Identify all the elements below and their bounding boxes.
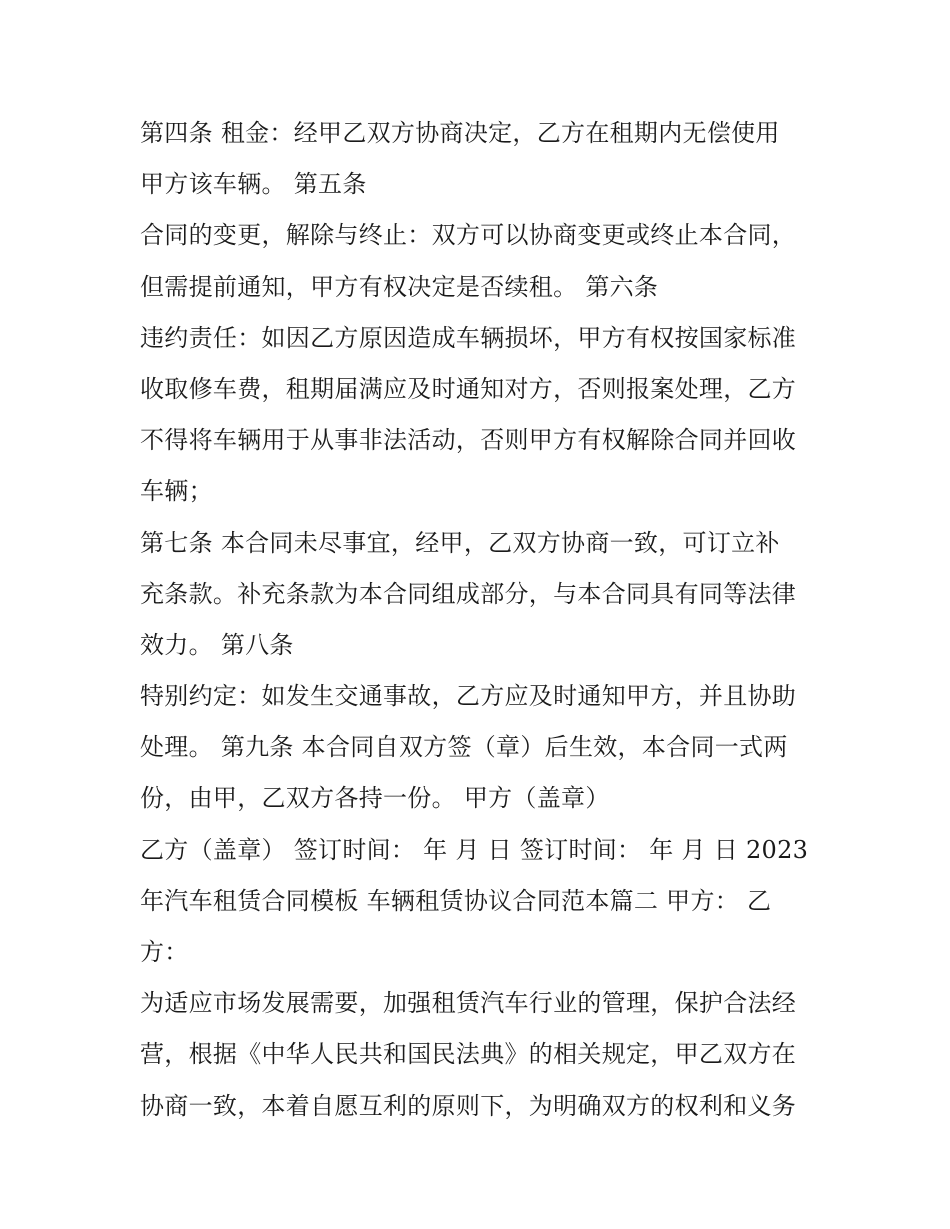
- text-line: 年汽车租赁合同模板 车辆租赁协议合同范本篇二 甲方： 乙: [140, 886, 772, 915]
- text-line: 合同的变更，解除与终止：双方可以协商变更或终止本合同，: [140, 221, 797, 250]
- text-line: 但需提前通知，甲方有权决定是否续租。 第六条: [140, 272, 659, 301]
- text-line: 特别约定：如发生交通事故，乙方应及时通知甲方，并且协助: [140, 682, 797, 711]
- text-line: 违约责任：如因乙方原因造成车辆损坏，甲方有权按国家标准: [140, 323, 797, 352]
- text-line: 不得将车辆用于从事非法活动，否则甲方有权解除合同并回收: [140, 426, 797, 455]
- document-body: [140, 108, 820, 1132]
- text-line: 处理。 第九条 本合同自双方签（章）后生效，本合同一式两: [140, 733, 788, 762]
- text-line: 效力。 第八条: [140, 630, 294, 659]
- text-line: 乙方（盖章） 签订时间： 年 月 日 签订时间： 年 月 日 2023: [140, 835, 809, 864]
- text-line: 协商一致，本着自愿互利的原则下，为明确双方的权利和义务: [140, 1091, 797, 1120]
- text-line: 份，由甲，乙双方各持一份。 甲方（盖章）: [140, 784, 610, 813]
- text-line: 收取修车费，租期届满应及时通知对方，否则报案处理，乙方: [140, 374, 797, 403]
- text-line: 为适应市场发展需要，加强租赁汽车行业的管理，保护合法经: [140, 989, 797, 1018]
- text-line: 充条款。补充条款为本合同组成部分，与本合同具有同等法律: [140, 579, 797, 608]
- text-line: 营，根据《中华人民共和国民法典》的相关规定，甲乙双方在: [140, 1040, 797, 1069]
- text-line: 第七条 本合同未尽事宜，经甲，乙双方协商一致，可订立补: [140, 528, 780, 557]
- text-line: 甲方该车辆。 第五条: [140, 170, 367, 199]
- text-line: 车辆；: [140, 477, 213, 506]
- text-line: 第四条 租金：经甲乙双方协商决定，乙方在租期内无偿使用: [140, 119, 780, 147]
- text-line: 方：: [140, 938, 189, 966]
